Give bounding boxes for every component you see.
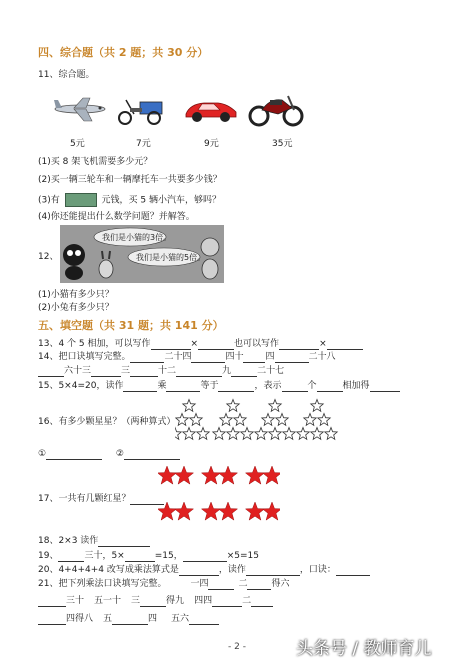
q14-item: 四十 xyxy=(225,352,244,362)
q12-bubble-2: 我们是小猫的5倍。 xyxy=(136,253,206,262)
outline-star xyxy=(311,428,323,440)
q21-line-3 xyxy=(38,614,219,625)
q17-red-stars xyxy=(158,460,280,530)
q11-sub4: (4)你还能提出什么数学问题？并解答。 xyxy=(38,212,195,222)
q15-text-e: 个 xyxy=(307,381,317,391)
q19-text-d: ×5=15 xyxy=(226,551,259,561)
q13-text-d: × xyxy=(319,339,327,349)
q21-item: 三十 xyxy=(66,596,85,606)
q12-picture xyxy=(60,225,224,283)
tricycle-image xyxy=(116,94,166,126)
airplane-image xyxy=(52,94,108,124)
q21-blank[interactable] xyxy=(38,597,66,607)
outline-star xyxy=(197,428,209,440)
outline-star xyxy=(262,414,274,426)
q21-label: 21、把下列乘法口诀填写完整。 xyxy=(38,579,167,589)
red-star xyxy=(263,502,281,520)
q14-blank[interactable] xyxy=(176,367,222,377)
q21-line-2 xyxy=(38,596,273,607)
q14-item: 三 xyxy=(121,366,131,376)
red-car-image xyxy=(184,96,238,124)
price-tricycle: 7元 xyxy=(136,139,151,149)
q14-item: 四 xyxy=(265,352,275,362)
q21-blank[interactable] xyxy=(212,597,242,607)
outline-star xyxy=(227,400,239,412)
q15-blank-2[interactable] xyxy=(166,382,200,392)
q14-blank[interactable] xyxy=(130,367,158,377)
red-star xyxy=(246,502,265,520)
q13-blank-4[interactable] xyxy=(327,340,363,350)
red-star xyxy=(158,466,177,484)
q19-text-c: =15， xyxy=(154,551,183,561)
price-motorcycle: 35元 xyxy=(272,139,293,149)
q14-blank[interactable] xyxy=(91,367,121,377)
q19-blank-1[interactable] xyxy=(58,552,84,562)
watermark: 头条号 / 教师育儿 xyxy=(296,639,432,659)
banknote-image xyxy=(65,193,97,207)
outline-star xyxy=(190,414,202,426)
q11-sub2: (2)买一辆三轮车和一辆摩托车一共要多少钱？ xyxy=(38,175,222,185)
q15-line xyxy=(38,381,400,392)
outline-star xyxy=(234,414,246,426)
outline-star xyxy=(311,400,323,412)
q14-line-1 xyxy=(38,352,336,363)
q11-label: 11、综合题。 xyxy=(38,70,95,80)
red-star xyxy=(246,466,265,484)
red-star xyxy=(202,466,221,484)
q16-circle-1: ① xyxy=(38,449,47,459)
q20-text-a: 20、4+4+4+4 改写成乘法算式是 xyxy=(38,565,179,575)
q18-blank[interactable] xyxy=(98,537,150,547)
q15-text-d: ，表示 xyxy=(254,381,282,391)
q14-item: 二十七 xyxy=(257,366,285,376)
q21-item: 二 xyxy=(242,596,252,606)
red-star xyxy=(175,466,194,484)
q15-text-f: 相加得 xyxy=(342,381,370,391)
outline-star xyxy=(175,428,181,440)
outline-star xyxy=(276,414,288,426)
red-star xyxy=(175,502,194,520)
q13-text-c: 也可以写作 xyxy=(234,339,280,349)
q17-label: 17、一共有几颗红星？ xyxy=(38,494,131,504)
q20-text-b: ，读作 xyxy=(218,565,246,575)
q19-text-b: 三十，5× xyxy=(84,551,125,561)
q20-line xyxy=(38,565,370,576)
red-star xyxy=(219,502,238,520)
q21-blank[interactable] xyxy=(140,597,166,607)
outline-star xyxy=(183,428,195,440)
q16-answers xyxy=(38,449,180,460)
red-star xyxy=(219,466,238,484)
red-star xyxy=(202,502,221,520)
q20-blank-1[interactable] xyxy=(179,566,219,576)
price-airplane: 5元 xyxy=(70,139,85,149)
q13-line xyxy=(38,339,363,350)
outline-star xyxy=(213,428,225,440)
q11-sub3-post: 元钱，买 5 辆小汽车，够吗？ xyxy=(101,195,221,206)
q13-text-b: × xyxy=(190,339,199,349)
q14-label: 14、把口诀填写完整。 xyxy=(38,352,131,362)
q15-blank-4[interactable] xyxy=(282,382,308,392)
q17-line xyxy=(38,494,164,505)
q19-blank-3[interactable] xyxy=(183,552,227,562)
q21-item: 五六 xyxy=(171,614,190,624)
q20-blank-2[interactable] xyxy=(246,566,300,576)
outline-star xyxy=(283,428,295,440)
q21-item: 得九 xyxy=(166,596,185,606)
q21-blank[interactable] xyxy=(38,615,66,625)
q14-blank[interactable] xyxy=(243,353,265,363)
q15-blank-1[interactable] xyxy=(123,382,157,392)
outline-star xyxy=(255,428,267,440)
q21-item: 四四 xyxy=(194,596,213,606)
red-star xyxy=(158,502,177,520)
outline-star xyxy=(304,414,316,426)
q12-sub1: (1)小猫有多少只？ xyxy=(38,290,114,300)
q13-text-a: 13、4 个 5 相加，可以写作 xyxy=(38,339,151,349)
q20-blank-3[interactable] xyxy=(336,566,370,576)
q14-blank[interactable] xyxy=(191,353,225,363)
q21-item: 四得八 xyxy=(66,614,94,624)
outline-star xyxy=(318,414,330,426)
q21-blank[interactable] xyxy=(251,597,273,607)
q21-blank[interactable] xyxy=(189,615,219,625)
q13-blank-3[interactable] xyxy=(279,340,319,350)
outline-star xyxy=(269,428,281,440)
q16-star-groups xyxy=(175,398,345,444)
q21-item: 二 xyxy=(238,579,248,589)
q21-item: 得六 xyxy=(271,579,290,589)
q21-line-1 xyxy=(38,579,290,590)
q12-bubble-1: 我们是小猫的3倍。 xyxy=(102,233,172,242)
red-star xyxy=(263,466,281,484)
q15-text-b: 乘 xyxy=(157,381,167,391)
outline-star xyxy=(176,414,188,426)
q18-label: 18、2×3 读作 xyxy=(38,536,99,546)
outline-star xyxy=(220,414,232,426)
q18-line xyxy=(38,536,150,547)
outline-star xyxy=(325,428,337,440)
q14-item: 十二 xyxy=(158,366,177,376)
outline-star xyxy=(241,428,253,440)
q14-blank[interactable] xyxy=(130,353,164,363)
q14-blank[interactable] xyxy=(231,367,257,377)
q16-blank-1[interactable] xyxy=(46,450,102,460)
q12-sub2: (2)小兔有多少只？ xyxy=(38,303,114,313)
q21-item: 五一十 xyxy=(94,596,122,606)
q14-item: 二十四 xyxy=(164,352,192,362)
q15-text-a: 15、5×4=20，读作 xyxy=(38,381,124,391)
q14-item: 九 xyxy=(222,366,232,376)
price-car: 9元 xyxy=(204,139,219,149)
q11-sub1: (1)买 8 架飞机需要多少元？ xyxy=(38,157,153,167)
q14-item: 二十八 xyxy=(308,352,336,362)
outline-star xyxy=(269,400,281,412)
q11-sub3-pre: (3)有 xyxy=(38,195,60,206)
section-5-title: 五、填空题（共 31 题；共 141 分） xyxy=(38,319,224,332)
q21-blank[interactable] xyxy=(112,615,148,625)
outline-star xyxy=(183,400,195,412)
q21-item: 三 xyxy=(131,596,141,606)
q15-blank-6[interactable] xyxy=(370,382,400,392)
q14-line-2 xyxy=(38,366,284,377)
section-4-title: 四、综合题（共 2 题；共 30 分） xyxy=(38,46,209,59)
q16-label: 16、有多少颗星星？（两种算式） xyxy=(38,417,176,427)
q12-label: 12、 xyxy=(38,252,59,262)
q21-blank[interactable] xyxy=(208,580,234,590)
q20-text-c: ，口诀： xyxy=(299,565,336,575)
q21-item: 五 xyxy=(103,614,113,624)
q14-blank[interactable] xyxy=(275,353,309,363)
q21-item: 四 xyxy=(148,614,158,624)
q15-blank-5[interactable] xyxy=(317,382,343,392)
q19-blank-2[interactable] xyxy=(125,552,155,562)
q21-blank[interactable] xyxy=(247,580,271,590)
q21-item: 一四 xyxy=(190,579,209,589)
q14-item: 六十三 xyxy=(64,366,92,376)
q16-circle-2: ② xyxy=(115,449,124,459)
q19-text-a: 19、 xyxy=(38,551,59,561)
q19-line xyxy=(38,551,259,562)
outline-star xyxy=(227,428,239,440)
q13-blank-2[interactable] xyxy=(198,340,234,350)
q15-text-c: 等于 xyxy=(200,381,219,391)
q15-blank-3[interactable] xyxy=(218,382,254,392)
q14-blank[interactable] xyxy=(38,367,64,377)
outline-star xyxy=(297,428,309,440)
page-number: - 2 - xyxy=(228,642,246,652)
q13-blank-1[interactable] xyxy=(151,340,191,350)
motorcycle-image xyxy=(248,88,304,128)
q16-blank-2[interactable] xyxy=(124,450,180,460)
